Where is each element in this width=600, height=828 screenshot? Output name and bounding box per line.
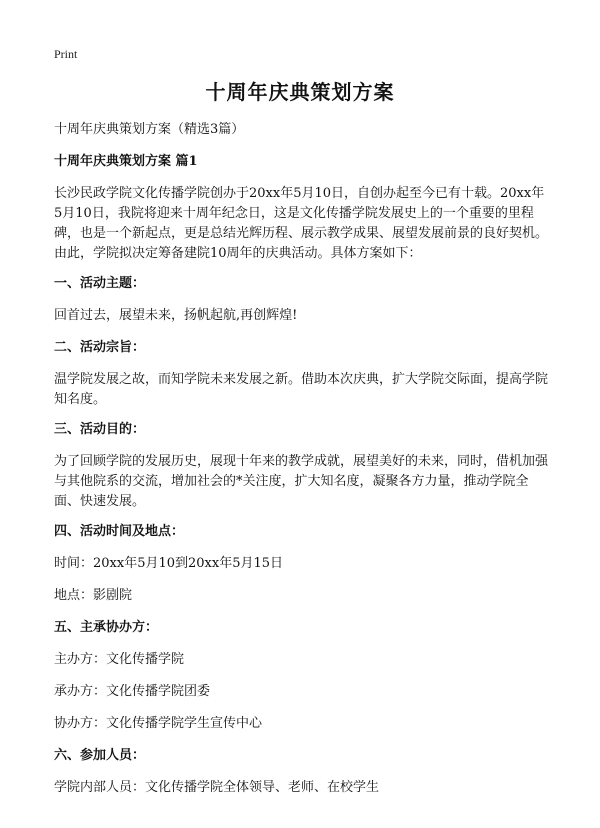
purpose-text: 温学院发展之故，而知学院未来发展之新。借助本次庆典，扩大学院交际面，提高学院知名度。 (54, 372, 549, 407)
time-text: 时间：20xx年5月10到20xx年5月15日 (54, 556, 284, 571)
participants-text: 学院内部人员：文化传播学院全体领导、老师、在校学生 (54, 780, 380, 795)
organizers-heading: 五、主承协办方： (54, 620, 159, 635)
participants-heading: 六、参加人员： (54, 748, 146, 763)
theme-text: 回首过去，展望未来，扬帆起航,再创辉煌! (54, 308, 298, 323)
intro-paragraph: 长沙民政学院文化传播学院创办于20xx年5月10日，自创办起至今已有十载。20xx年5月10日，我院将迎来十周年纪念日，这是文化传播学院发展史上的一个重要的里程碑，也是一个新起点，更是总结光辉历程、展示教学成果、展望发展前景的良好契机。由此，学院拟决定筹备建院10周年的庆典活动。具体方案如下： (54, 186, 549, 261)
purpose-heading: 二、活动宗旨： (54, 340, 146, 355)
section-heading: 十周年庆典策划方案 篇1 (54, 154, 198, 169)
page-title: 十周年庆典策划方案 (205, 80, 395, 104)
goal-heading: 三、活动目的： (54, 422, 146, 437)
goal-text: 为了回顾学院的发展历史，展现十年来的教学成就，展望美好的未来，同时，借机加强与其他院系的交流，增加社会的*关注度，扩大知名度，凝聚各方力量，推动学院全面、快速发展。 (54, 454, 549, 509)
document-subtitle: 十周年庆典策划方案（精选3篇） (54, 122, 245, 137)
undertaker-text: 承办方：文化传播学院团委 (54, 684, 211, 699)
print-link[interactable]: Print (54, 47, 78, 61)
theme-heading: 一、活动主题： (54, 276, 146, 291)
coorganizer-text: 协办方：文化传播学院学生宣传中心 (54, 716, 263, 731)
document-body (54, 120, 548, 810)
host-text: 主办方：文化传播学院 (54, 652, 185, 667)
place-text: 地点：影剧院 (54, 588, 133, 603)
time-place-heading: 四、活动时间及地点： (54, 524, 185, 539)
